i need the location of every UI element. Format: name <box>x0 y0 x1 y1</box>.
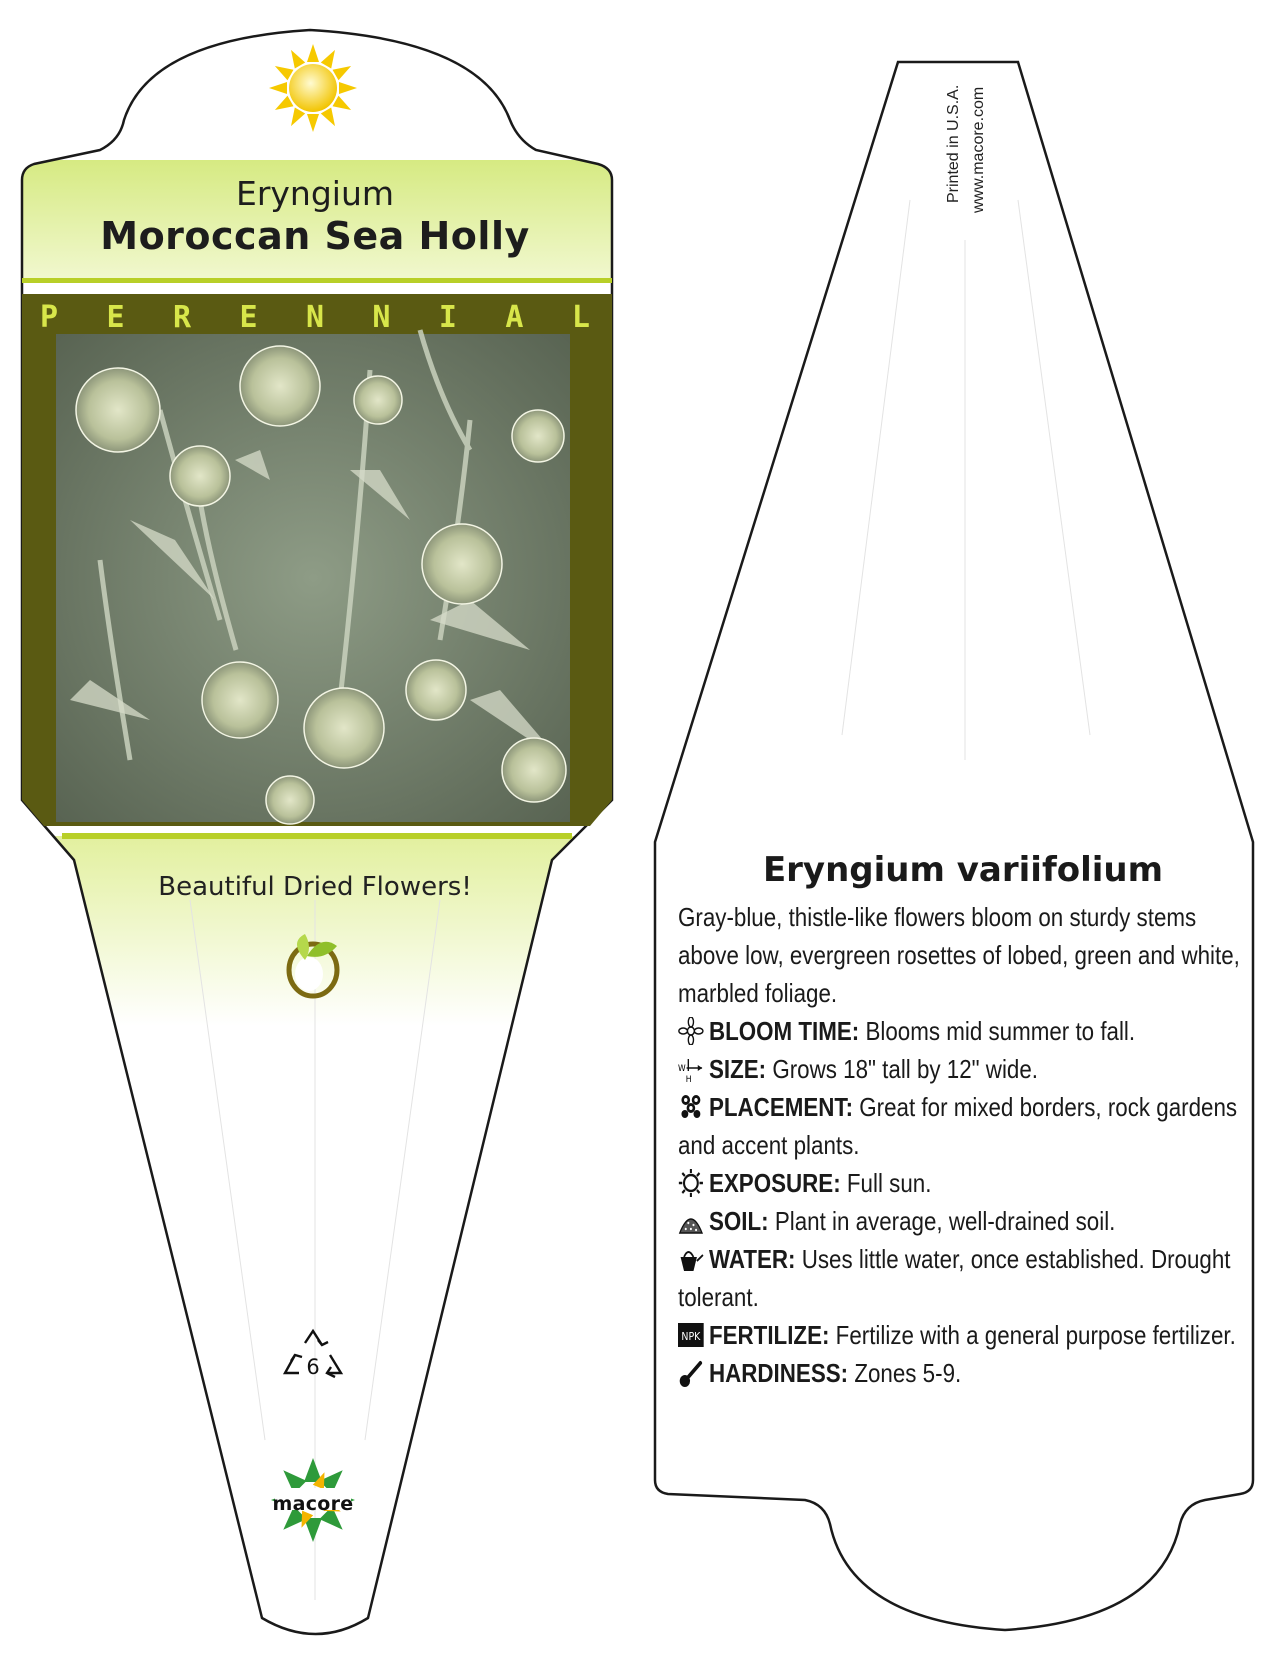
soil-icon <box>678 1207 704 1235</box>
placement-icon <box>678 1093 704 1121</box>
care-item-fertilize <box>678 1316 1246 1354</box>
sun-outline-icon <box>678 1169 704 1197</box>
plant-photo <box>56 330 570 824</box>
care-text: Great for mixed borders, rock gardens and accent plants. <box>678 1092 1238 1160</box>
watering-can-icon <box>678 1245 704 1273</box>
recycle-code: 6 <box>306 1355 320 1379</box>
category-letter: P <box>40 300 59 335</box>
care-item-exposure <box>678 1164 1246 1202</box>
category-letter: L <box>571 300 590 335</box>
size-icon-height-letter: H <box>685 1073 692 1083</box>
care-label: FERTILIZE: <box>708 1320 830 1350</box>
care-text: Uses little water, once established. Drought tolerant. <box>678 1244 1231 1312</box>
size-icon-width-letter: W <box>678 1062 686 1074</box>
care-item-water <box>678 1240 1246 1316</box>
care-description <box>678 850 1248 1392</box>
plant-intro: Gray-blue, thistle-like flowers bloom on sturdy stems above low, evergreen rosettes of lobed, green and white, marbled foliage. <box>678 902 1240 1008</box>
thermometer-icon <box>678 1359 704 1387</box>
care-text: Zones 5-9. <box>854 1358 962 1388</box>
care-label: SIZE: <box>708 1054 767 1084</box>
category-letter: R <box>172 300 192 335</box>
care-item-soil <box>678 1202 1246 1240</box>
website: www.macore.com <box>970 86 987 213</box>
care-text: Blooms mid summer to fall. <box>865 1016 1136 1046</box>
npk-icon-text: NPK <box>681 1330 701 1344</box>
care-label: PLACEMENT: <box>708 1092 854 1122</box>
care-label: EXPOSURE: <box>708 1168 841 1198</box>
care-text: Grows 18" tall by 12" wide. <box>772 1054 1039 1084</box>
tagline: Beautiful Dried Flowers! <box>158 872 472 902</box>
category-letter: E <box>106 300 125 335</box>
care-item-hardiness <box>678 1354 1246 1392</box>
brand-name: macore <box>272 1493 354 1515</box>
care-text: Fertilize with a general purpose fertilizer. <box>835 1320 1236 1350</box>
category-letter: N <box>372 300 391 335</box>
category-letter: I <box>438 300 457 335</box>
print-note: Printed in U.S.A. <box>945 84 962 203</box>
care-label: WATER: <box>708 1244 796 1274</box>
back-tag <box>655 62 1253 1630</box>
category-letter: A <box>505 300 524 335</box>
plant-category <box>40 300 590 336</box>
category-letter: E <box>239 300 258 335</box>
category-letter: N <box>305 300 324 335</box>
care-label: HARDINESS: <box>708 1358 849 1388</box>
scientific-name: Eryngium variifolium <box>762 850 1164 890</box>
care-item-size <box>678 1050 1246 1088</box>
plant-genus: Eryngium <box>235 174 395 213</box>
care-item-bloom <box>678 1012 1246 1050</box>
size-icon <box>678 1055 704 1083</box>
flower-icon <box>678 1017 704 1045</box>
care-label: SOIL: <box>708 1206 769 1236</box>
plant-common-name: Moroccan Sea Holly <box>100 214 530 258</box>
care-text: Full sun. <box>846 1168 932 1198</box>
care-text: Plant in average, well-drained soil. <box>774 1206 1116 1236</box>
npk-icon <box>678 1321 704 1349</box>
care-item-placement <box>678 1088 1246 1164</box>
care-label: BLOOM TIME: <box>708 1016 860 1046</box>
